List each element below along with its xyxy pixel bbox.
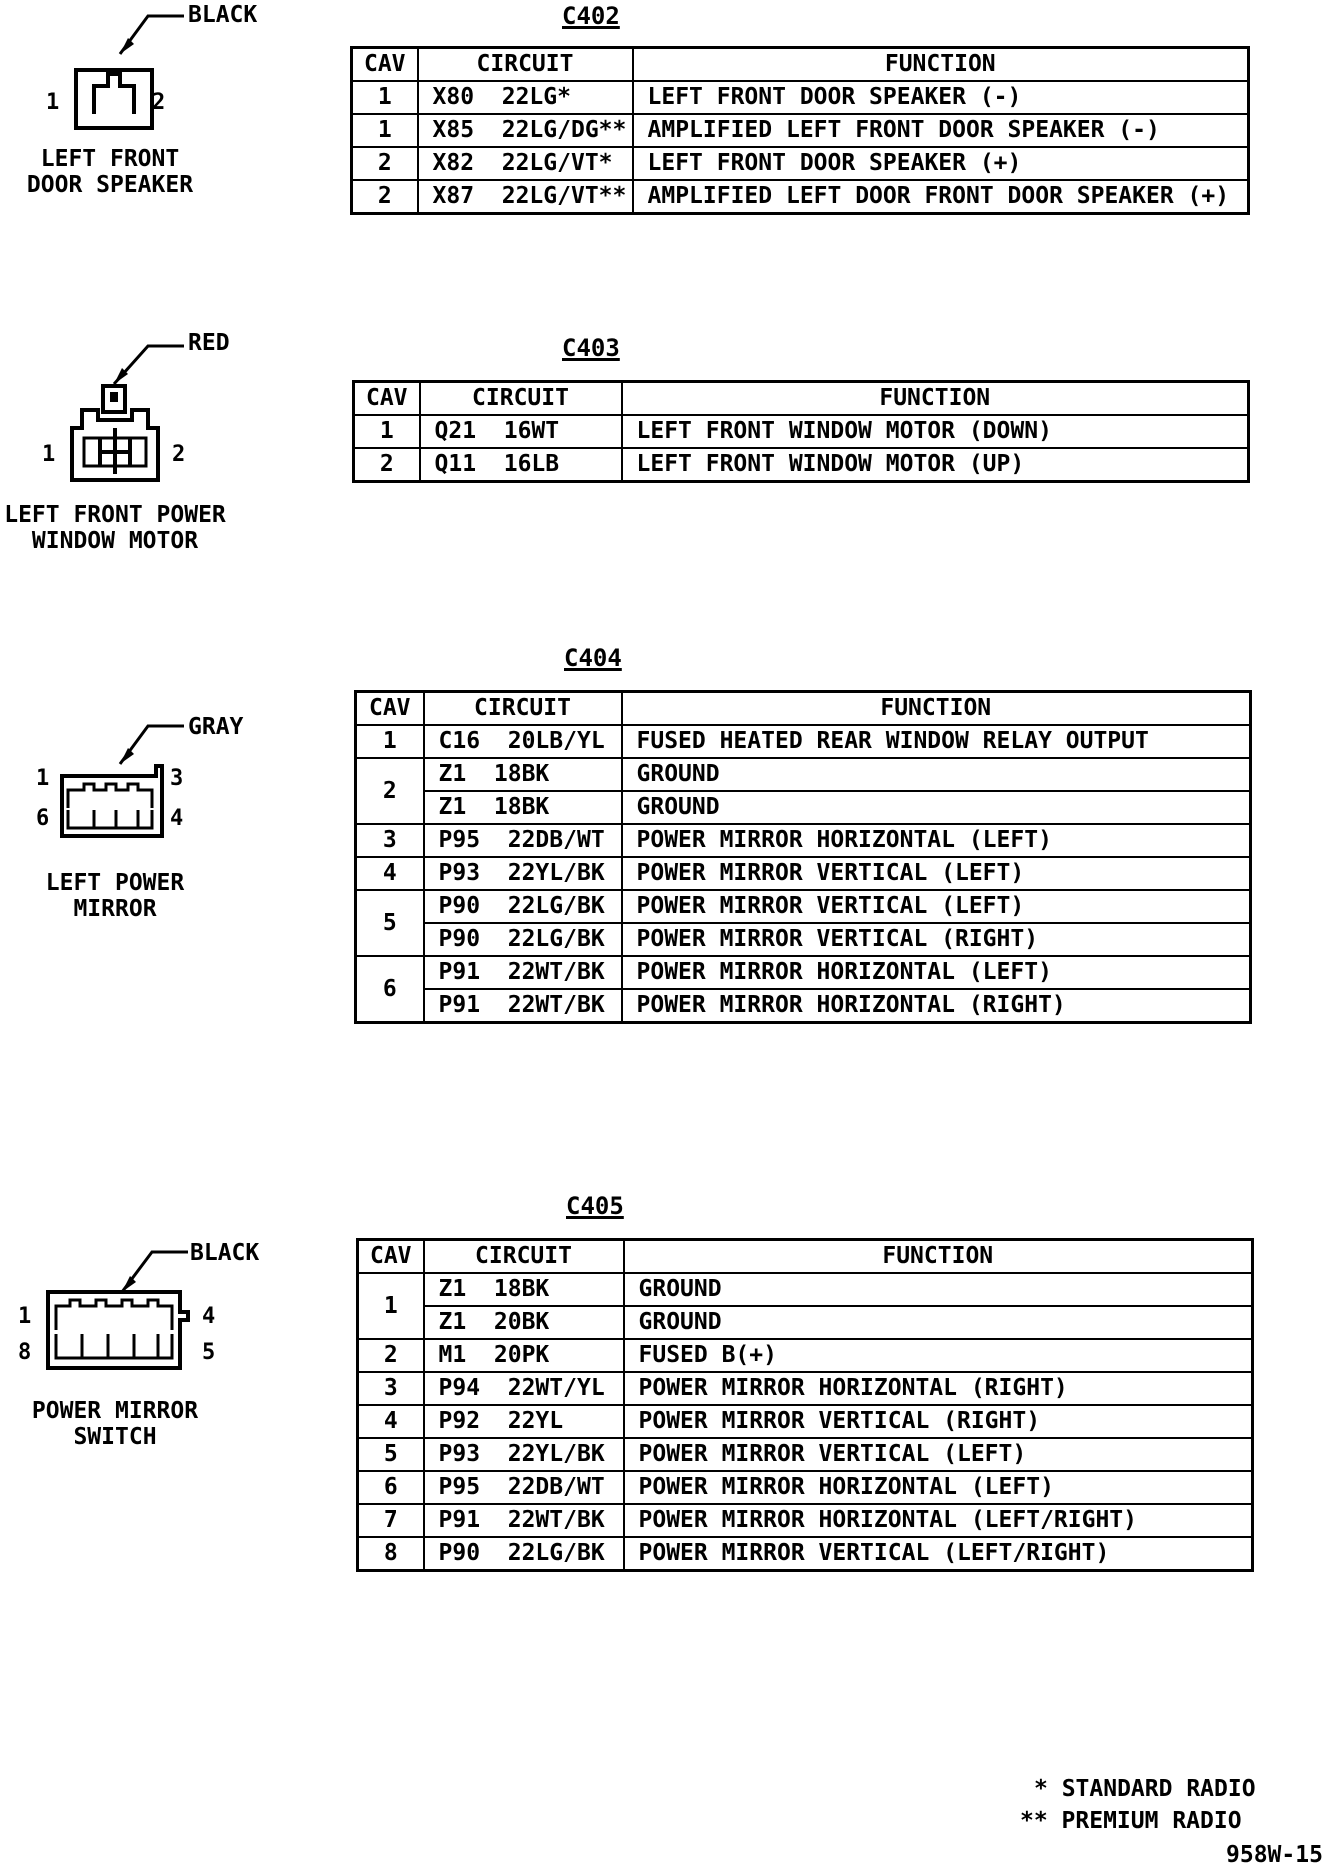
circuit-cell: Q21 16WT: [420, 415, 622, 448]
connector-window-motor-icon: [40, 340, 200, 490]
table-row: [358, 1339, 1253, 1372]
connector-8-pin-icon: [40, 1246, 200, 1376]
table-row: [356, 923, 1251, 956]
connector-name-line: SWITCH: [73, 1424, 157, 1450]
pin-label: 6: [36, 806, 50, 831]
table-row: [356, 791, 1251, 824]
circuit-cell: P93 22YL/BK: [424, 857, 622, 890]
cav-cell: 4: [358, 1405, 424, 1438]
cav-cell: 7: [358, 1504, 424, 1537]
connector-name-line: LEFT FRONT POWER: [4, 502, 226, 528]
cav-cell: 2: [352, 147, 418, 180]
table-row: [356, 989, 1251, 1023]
function-cell: FUSED B(+): [624, 1339, 1253, 1372]
function-cell: FUSED HEATED REAR WINDOW RELAY OUTPUT: [622, 725, 1251, 758]
function-cell: GROUND: [622, 791, 1251, 824]
circuit-cell: Q11 16LB: [420, 448, 622, 482]
table-row: [358, 1273, 1253, 1306]
cav-cell: 2: [352, 180, 418, 214]
pinout-table: [350, 46, 1250, 215]
circuit-cell: P92 22YL: [424, 1405, 624, 1438]
pin-label: 5: [202, 1340, 216, 1365]
table-row: [352, 180, 1249, 214]
pin-label: 4: [202, 1304, 216, 1329]
table-row: [352, 114, 1249, 147]
table-row: [358, 1306, 1253, 1339]
circuit-cell: P90 22LG/BK: [424, 923, 622, 956]
circuit-cell: M1 20PK: [424, 1339, 624, 1372]
connector-name: [0, 502, 230, 554]
table-row: [356, 890, 1251, 923]
circuit-cell: X80 22LG*: [418, 81, 633, 114]
table-header-row: [356, 692, 1251, 726]
header-circuit: CIRCUIT: [420, 382, 622, 416]
pinout-table: [352, 380, 1250, 483]
circuit-cell: Z1 18BK: [424, 791, 622, 824]
cav-cell: 1: [356, 725, 424, 758]
connector-color-label: BLACK: [188, 2, 258, 28]
table-row: [358, 1405, 1253, 1438]
cav-cell: 1: [352, 81, 418, 114]
header-cav: CAV: [358, 1240, 424, 1274]
circuit-cell: P91 22WT/BK: [424, 989, 622, 1023]
cav-cell: 1: [358, 1273, 424, 1339]
connector-name-line: POWER MIRROR: [31, 1398, 199, 1424]
circuit-cell: X85 22LG/DG**: [418, 114, 633, 147]
table-header-row: [352, 48, 1249, 82]
figure-id: 958W-15: [1226, 1842, 1323, 1868]
pin-label: 1: [36, 766, 50, 791]
function-cell: POWER MIRROR VERTICAL (LEFT): [622, 857, 1251, 890]
connector-name: [10, 146, 210, 198]
connector-name-line: LEFT POWER: [45, 870, 185, 896]
function-cell: LEFT FRONT DOOR SPEAKER (-): [633, 81, 1249, 114]
pinout-table: [356, 1238, 1254, 1572]
function-cell: POWER MIRROR VERTICAL (LEFT): [624, 1438, 1253, 1471]
function-cell: LEFT FRONT DOOR SPEAKER (+): [633, 147, 1249, 180]
table-row: [354, 415, 1249, 448]
connector-title: C405: [566, 1192, 624, 1220]
header-function: FUNCTION: [624, 1240, 1253, 1274]
cav-cell: 5: [356, 890, 424, 956]
connector-2-pin-icon: [40, 10, 200, 130]
pin-label: 1: [18, 1304, 32, 1329]
function-cell: LEFT FRONT WINDOW MOTOR (UP): [622, 448, 1249, 482]
header-function: FUNCTION: [633, 48, 1249, 82]
circuit-cell: P95 22DB/WT: [424, 824, 622, 857]
function-cell: POWER MIRROR VERTICAL (LEFT/RIGHT): [624, 1537, 1253, 1571]
circuit-cell: P95 22DB/WT: [424, 1471, 624, 1504]
function-cell: GROUND: [622, 758, 1251, 791]
function-cell: AMPLIFIED LEFT FRONT DOOR SPEAKER (-): [633, 114, 1249, 147]
function-cell: AMPLIFIED LEFT DOOR FRONT DOOR SPEAKER (+): [633, 180, 1249, 214]
table-row: [356, 725, 1251, 758]
function-cell: POWER MIRROR HORIZONTAL (LEFT): [622, 824, 1251, 857]
header-circuit: CIRCUIT: [418, 48, 633, 82]
cav-cell: 2: [354, 448, 420, 482]
table-row: [352, 147, 1249, 180]
connector-name-line: LEFT FRONT: [40, 146, 180, 172]
cav-cell: 1: [354, 415, 420, 448]
footnote-standard-radio: * STANDARD RADIO: [1034, 1776, 1256, 1802]
circuit-cell: C16 20LB/YL: [424, 725, 622, 758]
cav-cell: 6: [358, 1471, 424, 1504]
pin-label: 2: [172, 442, 186, 467]
function-cell: POWER MIRROR HORIZONTAL (LEFT): [622, 956, 1251, 989]
cav-cell: 2: [358, 1339, 424, 1372]
connector-color-label: BLACK: [190, 1240, 260, 1266]
table-row: [358, 1372, 1253, 1405]
cav-cell: 5: [358, 1438, 424, 1471]
circuit-cell: X82 22LG/VT*: [418, 147, 633, 180]
circuit-cell: Z1 18BK: [424, 1273, 624, 1306]
function-cell: GROUND: [624, 1273, 1253, 1306]
connector-name-line: WINDOW MOTOR: [31, 528, 199, 554]
table-row: [356, 824, 1251, 857]
connector-title: C403: [562, 334, 620, 362]
pin-label: 4: [170, 806, 184, 831]
circuit-cell: P91 22WT/BK: [424, 1504, 624, 1537]
header-function: FUNCTION: [622, 382, 1249, 416]
table-row: [358, 1504, 1253, 1537]
circuit-cell: P91 22WT/BK: [424, 956, 622, 989]
table-header-row: [354, 382, 1249, 416]
cav-cell: 8: [358, 1537, 424, 1571]
function-cell: POWER MIRROR VERTICAL (RIGHT): [622, 923, 1251, 956]
table-row: [354, 448, 1249, 482]
connector-name: [10, 870, 220, 922]
function-cell: POWER MIRROR HORIZONTAL (RIGHT): [624, 1372, 1253, 1405]
cav-cell: 2: [356, 758, 424, 824]
header-cav: CAV: [354, 382, 420, 416]
cav-cell: 4: [356, 857, 424, 890]
circuit-cell: Z1 20BK: [424, 1306, 624, 1339]
connector-color-label: GRAY: [188, 714, 244, 740]
circuit-cell: P90 22LG/BK: [424, 1537, 624, 1571]
header-circuit: CIRCUIT: [424, 692, 622, 726]
cav-cell: 6: [356, 956, 424, 1023]
table-header-row: [358, 1240, 1253, 1274]
table-row: [356, 956, 1251, 989]
circuit-cell: P93 22YL/BK: [424, 1438, 624, 1471]
connector-name-line: DOOR SPEAKER: [26, 172, 194, 198]
pin-label: 2: [152, 90, 166, 115]
function-cell: POWER MIRROR VERTICAL (RIGHT): [624, 1405, 1253, 1438]
pin-label: 1: [46, 90, 60, 115]
function-cell: POWER MIRROR HORIZONTAL (RIGHT): [622, 989, 1251, 1023]
connector-title: C402: [562, 2, 620, 30]
header-function: FUNCTION: [622, 692, 1251, 726]
cav-cell: 3: [358, 1372, 424, 1405]
table-row: [358, 1438, 1253, 1471]
table-row: [356, 857, 1251, 890]
connector-title: C404: [564, 644, 622, 672]
pinout-table: [354, 690, 1252, 1024]
circuit-cell: Z1 18BK: [424, 758, 622, 791]
function-cell: POWER MIRROR VERTICAL (LEFT): [622, 890, 1251, 923]
connector-name: [10, 1398, 220, 1450]
function-cell: LEFT FRONT WINDOW MOTOR (DOWN): [622, 415, 1249, 448]
connector-name-line: MIRROR: [73, 896, 157, 922]
table-row: [358, 1537, 1253, 1571]
function-cell: POWER MIRROR HORIZONTAL (LEFT/RIGHT): [624, 1504, 1253, 1537]
header-cav: CAV: [352, 48, 418, 82]
circuit-cell: X87 22LG/VT**: [418, 180, 633, 214]
header-cav: CAV: [356, 692, 424, 726]
function-cell: GROUND: [624, 1306, 1253, 1339]
connector-color-label: RED: [188, 330, 230, 356]
pin-label: 8: [18, 1340, 32, 1365]
table-row: [356, 758, 1251, 791]
table-row: [352, 81, 1249, 114]
function-cell: POWER MIRROR HORIZONTAL (LEFT): [624, 1471, 1253, 1504]
pin-label: 3: [170, 766, 184, 791]
cav-cell: 3: [356, 824, 424, 857]
table-row: [358, 1471, 1253, 1504]
circuit-cell: P90 22LG/BK: [424, 890, 622, 923]
header-circuit: CIRCUIT: [424, 1240, 624, 1274]
footnote-premium-radio: ** PREMIUM RADIO: [1020, 1808, 1242, 1834]
circuit-cell: P94 22WT/YL: [424, 1372, 624, 1405]
cav-cell: 1: [352, 114, 418, 147]
pin-label: 1: [42, 442, 56, 467]
